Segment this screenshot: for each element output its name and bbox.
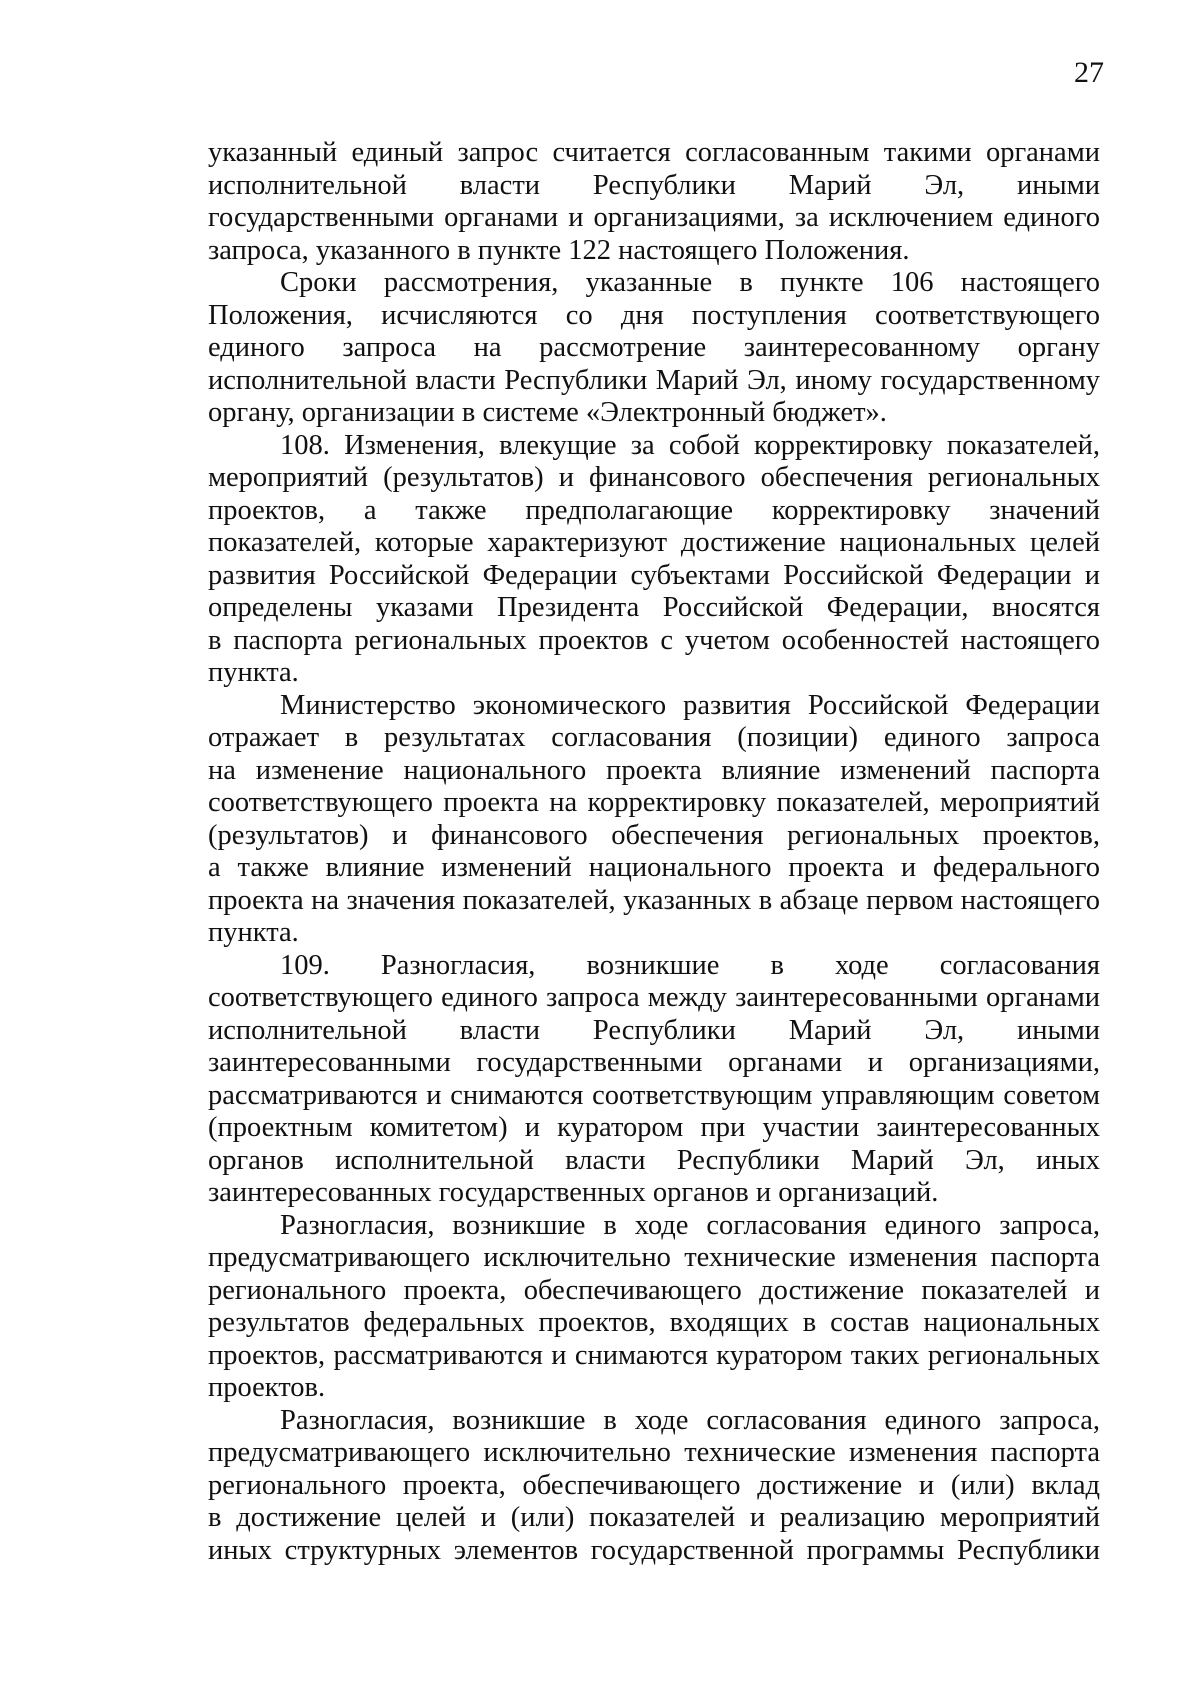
paragraph [208, 267, 1100, 430]
text-line: развития Российской Федерации субъектами Российской Федерации и [208, 559, 1100, 591]
text-line: пункта. [208, 657, 299, 688]
text-line: Разногласия, возникшие в ходе согласования единого запроса, [280, 1209, 1100, 1241]
text-line: проектов, а также предполагающие корректировку значений [208, 494, 1100, 526]
text-line: запроса, указанного в пункте 122 настоящего Положения. [208, 234, 910, 266]
text-line: государственными органами и организациями, за исключением единого [208, 202, 1100, 233]
text-line: предусматривающего исключительно технические изменения паспорта [208, 1437, 1100, 1468]
text-line: Разногласия, возникшие в ходе согласования единого запроса, [280, 1404, 1100, 1436]
text-line: регионального проекта, обеспечивающего достижение и (или) вклад [208, 1469, 1100, 1501]
text-line: указанный единый запрос считается согласованным такими органами [208, 137, 1100, 168]
text-line: исполнительной власти Республики Марий Эл, иными [208, 169, 1100, 201]
text-line: показателей, которые характеризуют достижение национальных целей [208, 527, 1100, 558]
text-line: в достижение целей и (или) показателей и реализацию мероприятий [208, 1502, 1100, 1533]
text-line: предусматривающего исключительно технические изменения паспорта [208, 1242, 1100, 1273]
text-line: на изменение национального проекта влияние изменений паспорта [208, 754, 1100, 786]
text-line: отражает в результатах согласования (позиции) единого запроса [208, 722, 1100, 753]
text-line: соответствующего проекта на корректировку показателей, мероприятий [208, 787, 1100, 818]
text-line: Сроки рассмотрения, указанные в пункте 106 настоящего [280, 267, 1100, 298]
text-line: исполнительной власти Республики Марий Эл, иными [208, 1014, 1100, 1046]
text-line: в паспорта региональных проектов с учетом особенностей настоящего [208, 624, 1100, 656]
paragraph [208, 1405, 1100, 1568]
text-line: проектов. [208, 1372, 326, 1403]
paragraph [208, 137, 1100, 267]
text-line: единого запроса на рассмотрение заинтересованному органу [208, 332, 1100, 363]
text-line: регионального проекта, обеспечивающего достижение показателей и [208, 1274, 1100, 1306]
text-line: заинтересованными государственными органами и организациями, [208, 1047, 1100, 1078]
text-line: 109. Разногласия, возникшие в ходе согласования [280, 949, 1100, 981]
text-line: результатов федеральных проектов, входящих в состав национальных [208, 1307, 1100, 1338]
text-line: иных структурных элементов государственной программы Республики [208, 1534, 1100, 1566]
text-line: проекта на значения показателей, указанных в абзаце первом настоящего [208, 884, 1100, 916]
text-line: заинтересованных государственных органов и организаций. [208, 1177, 939, 1208]
text-line: исполнительной власти Республики Марий Эл, иному государственному [208, 364, 1100, 396]
text-line: (проектным комитетом) и куратором при участии заинтересованных [208, 1112, 1100, 1143]
text-line: 108. Изменения, влекущие за собой корректировку показателей, [280, 429, 1100, 461]
document-body [208, 137, 1100, 1567]
text-line: Положения, исчисляются со дня поступления соответствующего [208, 299, 1100, 331]
page-number: 27 [1074, 56, 1104, 89]
text-line: а также влияние изменений национального проекта и федерального [208, 852, 1100, 883]
paragraph-109 [208, 950, 1100, 1210]
paragraph [208, 690, 1100, 950]
text-line: соответствующего единого запроса между заинтересованными органами [208, 982, 1100, 1013]
text-line: органов исполнительной власти Республики Марий Эл, иных [208, 1144, 1100, 1176]
paragraph [208, 1210, 1100, 1405]
text-line: пункта. [208, 917, 299, 948]
text-line: проектов, рассматриваются и снимаются куратором таких региональных [208, 1339, 1100, 1371]
text-line: Министерство экономического развития Российской Федерации [280, 689, 1100, 721]
text-line: определены указами Президента Российской Федерации, вносятся [208, 592, 1100, 623]
text-line: мероприятий (результатов) и финансового обеспечения региональных [208, 462, 1100, 493]
text-line: органу, организации в системе «Электронный бюджет». [208, 397, 887, 428]
text-line: (результатов) и финансового обеспечения региональных проектов, [208, 819, 1100, 851]
text-line: рассматриваются и снимаются соответствующим управляющим советом [208, 1079, 1100, 1111]
paragraph-108 [208, 430, 1100, 690]
